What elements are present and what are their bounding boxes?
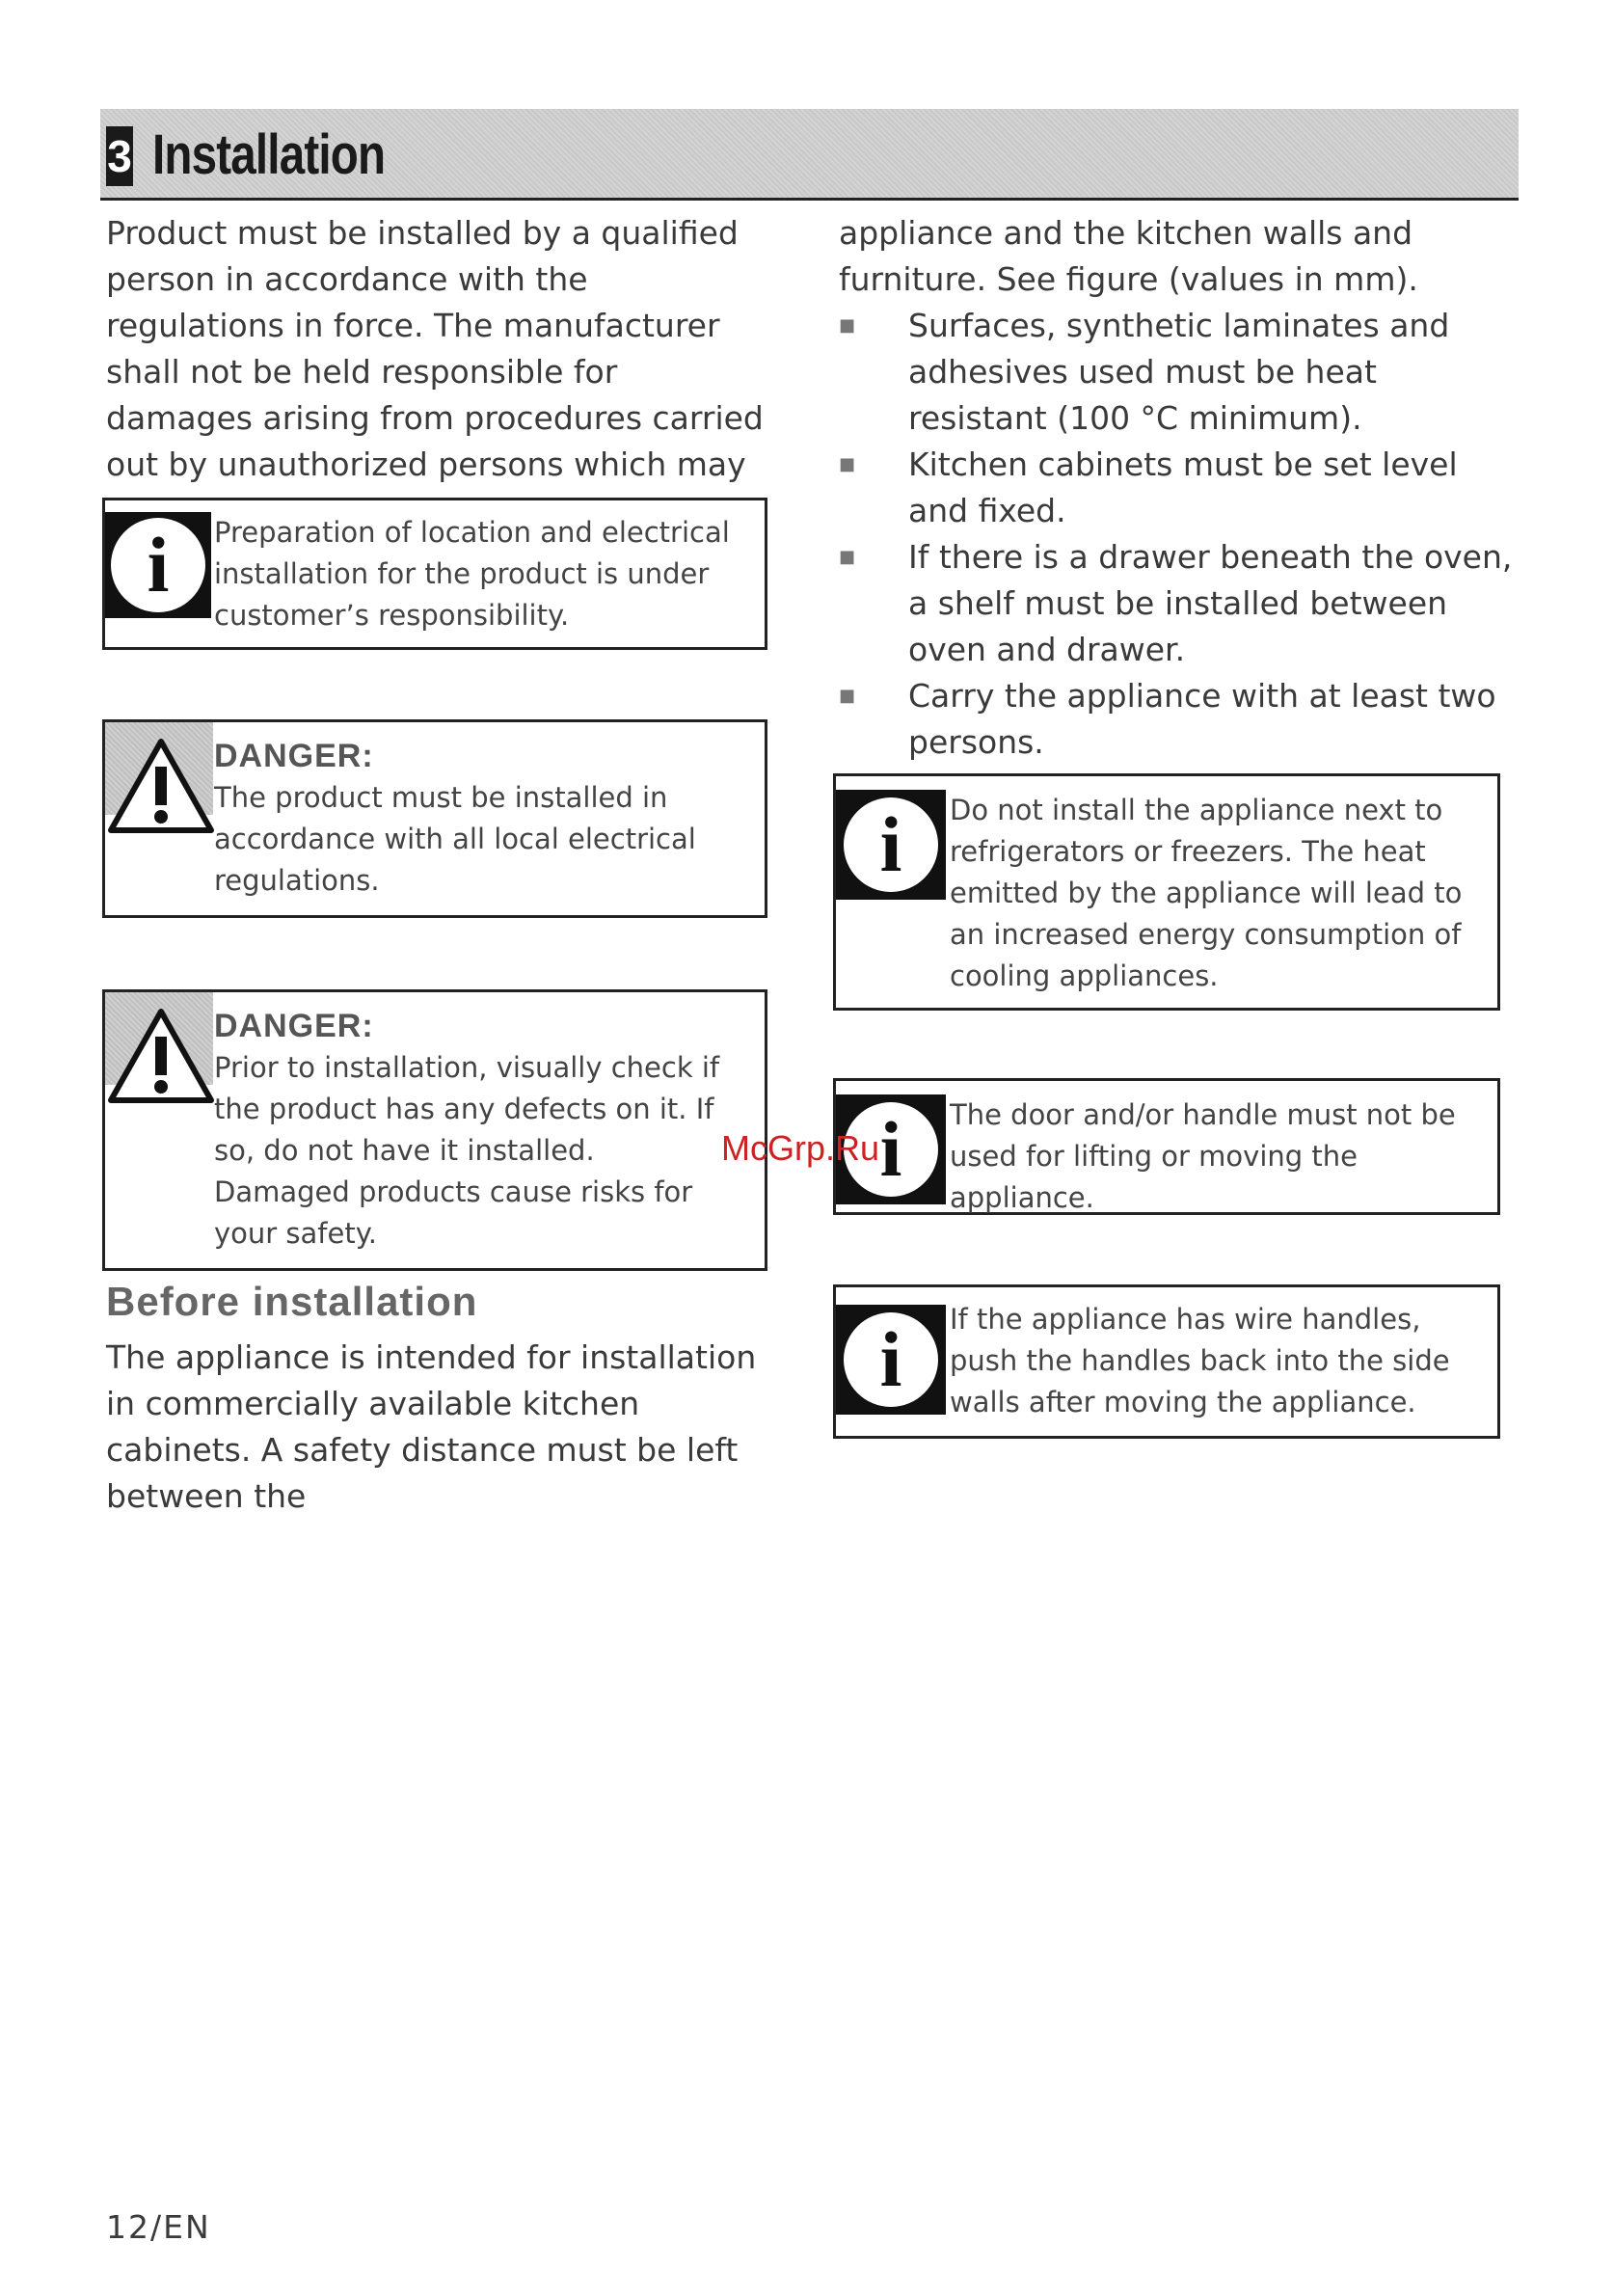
bullet-icon: ■: [839, 454, 856, 474]
danger-box-defects: [102, 989, 767, 1271]
bullet-icon: ■: [839, 686, 856, 706]
preparation-note: Preparation of location and electrical installation for the product is under customer’s responsibility.: [214, 516, 730, 632]
info-icon: i: [105, 512, 211, 618]
bullet-icon: ■: [839, 547, 856, 567]
danger-box-electrical: [102, 719, 767, 918]
bullet-icon: ■: [839, 315, 856, 336]
warning-triangle-icon: [107, 738, 215, 834]
danger-title: DANGER:: [214, 738, 374, 774]
info-box-handles: [833, 1284, 1500, 1439]
section-header: [100, 109, 1519, 201]
intro-paragraph: Product must be installed by a qualified person in accordance with the regulations in force. The manufacturer shall not be held responsible for damages arising from procedures carried out by unauthorized persons which may: [106, 214, 764, 483]
requirements-list: [839, 303, 1514, 766]
fridge-note: Do not install the appliance next to refrigerators or freezers. The heat emitted by the appliance will lead to an increased energy consumption of cooling appliances.: [950, 794, 1463, 992]
danger-text-check: Prior to installation, visually check if the product has any defects on it. If so, do not have it installed.: [214, 1051, 720, 1167]
info-box-fridge: [833, 773, 1500, 1011]
info-box-preparation: [102, 498, 767, 650]
danger-text-risk: Damaged products cause risks for your safety.: [214, 1175, 693, 1250]
handles-note: If the appliance has wire handles, push the handles back into the side walls after moving the appliance.: [950, 1303, 1450, 1418]
door-note: The door and/or handle must not be used for lifting or moving the appliance.: [950, 1098, 1456, 1214]
section-title: Installation: [152, 123, 386, 186]
warning-triangle-icon: [107, 1008, 215, 1104]
danger-text: The product must be installed in accordance with all local electrical regulations.: [214, 781, 696, 897]
section-number: 3: [106, 126, 133, 186]
before-installation-text: The appliance is intended for installation in commercially available kitchen cabinets. A safety distance must be left between the: [106, 1338, 757, 1515]
info-icon: i: [836, 1094, 946, 1204]
list-item: ■ Kitchen cabinets must be set level and fixed.: [839, 442, 1514, 534]
list-item: ■ Carry the appliance with at least two persons.: [839, 673, 1514, 766]
list-item: ■ If there is a drawer beneath the oven, a shelf must be installed between oven and drawer.: [839, 534, 1514, 673]
info-box-door: [833, 1078, 1500, 1215]
info-icon: i: [836, 1305, 946, 1415]
danger-title: DANGER:: [214, 1008, 374, 1044]
before-installation-heading: Before installation: [106, 1279, 478, 1324]
list-item: ■ Surfaces, synthetic laminates and adhesives used must be heat resistant (100 °C minimum).: [839, 303, 1514, 442]
watermark: McGrp.Ru: [721, 1128, 880, 1168]
page-number: 12/EN: [106, 2208, 211, 2246]
info-icon: i: [836, 790, 946, 900]
before-installation-text-continued: appliance and the kitchen walls and furniture. See figure (values in mm).: [839, 214, 1418, 298]
